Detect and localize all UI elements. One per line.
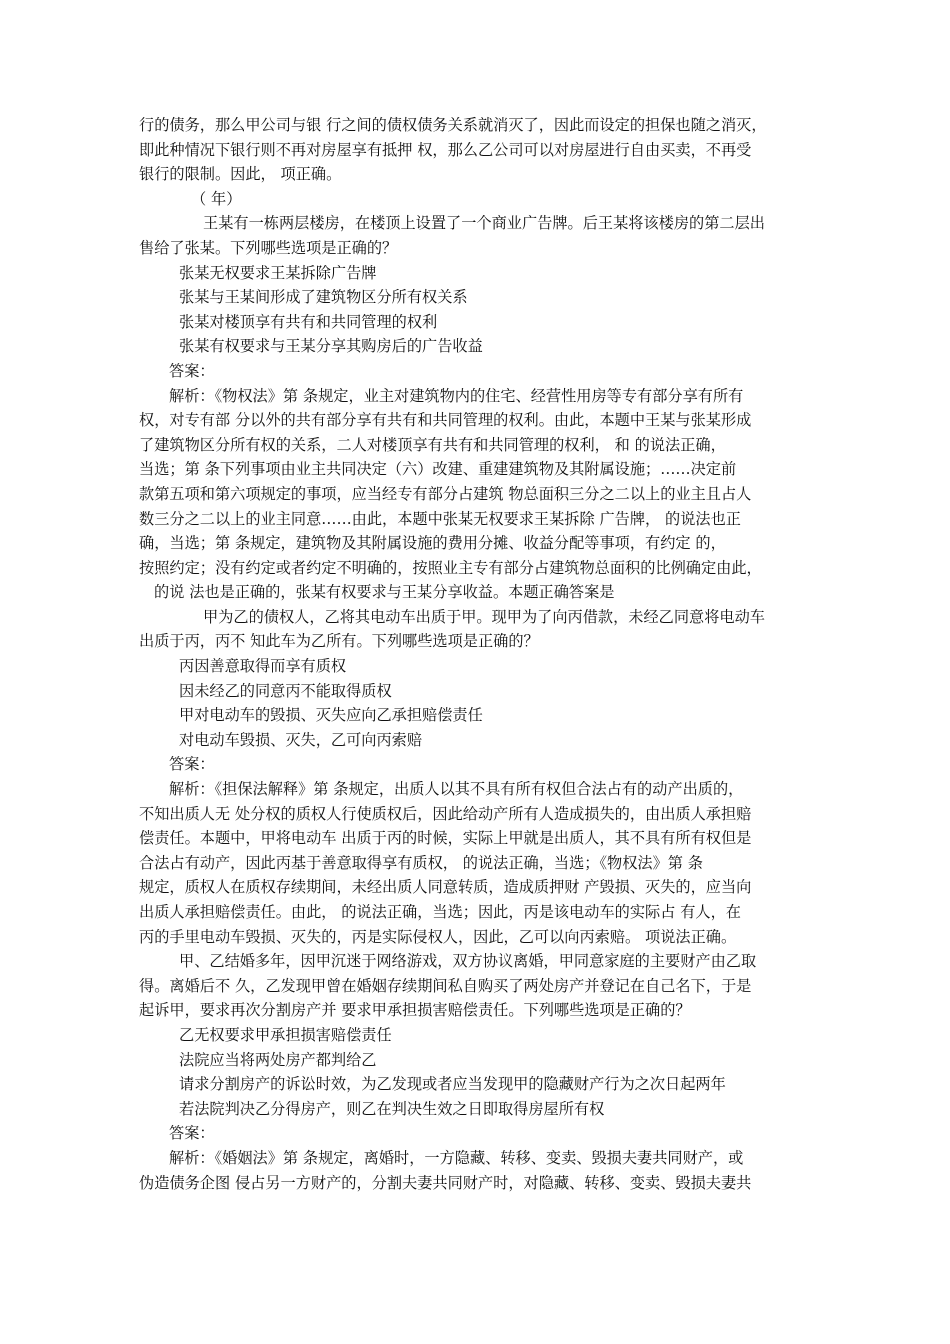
text-line: 乙无权要求甲承担损害赔偿责任 bbox=[179, 1025, 392, 1044]
text-line: 伪造债务企图 侵占另一方财产的，分割夫妻共同财产时，对隐藏、转移、变卖、毁损夫妻共 bbox=[139, 1173, 752, 1192]
text-line: 甲为乙的债权人，乙将其电动车出质于甲。现甲为了向丙借款，未经乙同意将电动车 bbox=[203, 607, 765, 626]
text-line: 了建筑物区分所有权的关系，二人对楼顶享有共有和共同管理的权利， 和 的说法正确， bbox=[139, 435, 726, 454]
text-line: 法院应当将两处房产都判给乙 bbox=[179, 1050, 377, 1069]
text-line: 数三分之二以上的业主同意……由此，本题中张某无权要求王某拆除 广告牌， 的说法也正 bbox=[139, 509, 741, 528]
text-line: 行的债务，那么甲公司与银 行之间的债权债务关系就消灭了，因此而设定的担保也随之消灭， bbox=[139, 116, 767, 134]
text-line: 即此种情况下银行则不再对房屋享有抵押 权，那么乙公司可以对房屋进行自由买卖，不再受 bbox=[139, 140, 752, 159]
text-line: 甲对电动车的毁损、灭失应向乙承担赔偿责任 bbox=[179, 706, 483, 725]
text-line: 张某与王某间形成了建筑物区分所有权关系 bbox=[179, 288, 468, 307]
text-line: 银行的限制。因此， 项正确。 bbox=[139, 165, 342, 184]
text-line: 张某无权要求王某拆除广告牌 bbox=[179, 263, 377, 282]
text-line: 答案： bbox=[169, 361, 215, 380]
text-line: 若法院判决乙分得房产，则乙在判决生效之日即取得房屋所有权 bbox=[179, 1099, 605, 1118]
text-line: 权，对专有部 分以外的共有部分享有共有和共同管理的权利。由此，本题中王某与张某形成 bbox=[139, 411, 752, 430]
text-line: 解析：《物权法》第 条规定，业主对建筑物内的住宅、经营性用房等专有部分享有所有 bbox=[169, 386, 744, 405]
text-line: 合法占有动产，因此丙基于善意取得享有质权， 的说法正确，当选；《物权法》第 条 bbox=[139, 853, 703, 872]
text-line: 偿责任。本题中，甲将电动车 出质于丙的时候，实际上甲就是出质人，其不具有所有权但是 bbox=[139, 829, 752, 848]
text-line: 规定，质权人在质权存续期间，未经出质人同意转质，造成质押财 产毁损、灭失的，应当向 bbox=[139, 878, 752, 897]
text-line: 出质人承担赔偿责任。由此， 的说法正确，当选；因此，丙是该电动车的实际占 有人，在 bbox=[139, 903, 741, 921]
text-line: 丙因善意取得而享有质权 bbox=[179, 657, 347, 676]
document-body bbox=[139, 113, 814, 1195]
text-line: 不知出质人无 处分权的质权人行使质权后，因此给动产所有人造成损失的，由出质人承担赔 bbox=[139, 804, 752, 823]
text-line: 得。离婚后不 久，乙发现甲曾在婚姻存续期间私自购买了两处房产并登记在自己名下，于是 bbox=[139, 976, 752, 995]
text-line: 解析：《婚姻法》第 条规定，离婚时，一方隐藏、转移、变卖、毁损夫妻共同财产，或 bbox=[169, 1148, 744, 1167]
text-line: （ 年） bbox=[191, 189, 242, 208]
text-line: 解析：《担保法解释》第 条规定，出质人以其不具有所有权但合法占有的动产出质的， bbox=[169, 780, 744, 799]
text-line: 的说 法也是正确的，张某有权要求与王某分享收益。本题正确答案是 bbox=[154, 583, 615, 602]
text-line: 起诉甲，要求再次分割房产并 要求甲承担损害赔偿责任。下列哪些选项是正确的？ bbox=[139, 1001, 691, 1020]
text-line: 售给了张某。下列哪些选项是正确的？ bbox=[139, 238, 398, 257]
text-line: 因未经乙的同意丙不能取得质权 bbox=[179, 681, 392, 700]
text-line: 出质于丙，丙不 知此车为乙所有。下列哪些选项是正确的？ bbox=[139, 632, 539, 651]
text-line: 对电动车毁损、灭失，乙可向丙索赔 bbox=[179, 730, 422, 749]
text-line: 丙的手里电动车毁损、灭失的，丙是实际侵权人，因此，乙可以向丙索赔。 项说法正确。 bbox=[139, 927, 737, 946]
text-line: 张某有权要求与王某分享其购房后的广告收益 bbox=[179, 337, 483, 356]
text-line: 确，当选；第 条规定，建筑物及其附属设施的费用分摊、收益分配等事项，有约定 的， bbox=[139, 534, 726, 553]
text-line: 王某有一栋两层楼房，在楼顶上设置了一个商业广告牌。后王某将该楼房的第二层出 bbox=[203, 214, 765, 233]
text-line: 甲、乙结婚多年，因甲沉迷于网络游戏，双方协议离婚，甲同意家庭的主要财产由乙取 bbox=[179, 952, 757, 971]
text-line: 张某对楼顶享有共有和共同管理的权利 bbox=[179, 312, 438, 331]
text-line: 按照约定；没有约定或者约定不明确的，按照业主专有部分占建筑物总面积的比例确定由此， bbox=[139, 558, 762, 577]
text-line: 答案： bbox=[169, 755, 215, 774]
text-line: 请求分割房产的诉讼时效，为乙发现或者应当发现甲的隐藏财产行为之次日起两年 bbox=[179, 1075, 726, 1094]
text-line: 当选；第 条下列事项由业主共同决定（六）改建、重建建筑物及其附属设施；……决定前 bbox=[139, 460, 737, 479]
text-line: 款第五项和第六项规定的事项，应当经专有部分占建筑 物总面积三分之二以上的业主且占人 bbox=[139, 484, 752, 503]
text-line: 答案： bbox=[169, 1124, 215, 1143]
